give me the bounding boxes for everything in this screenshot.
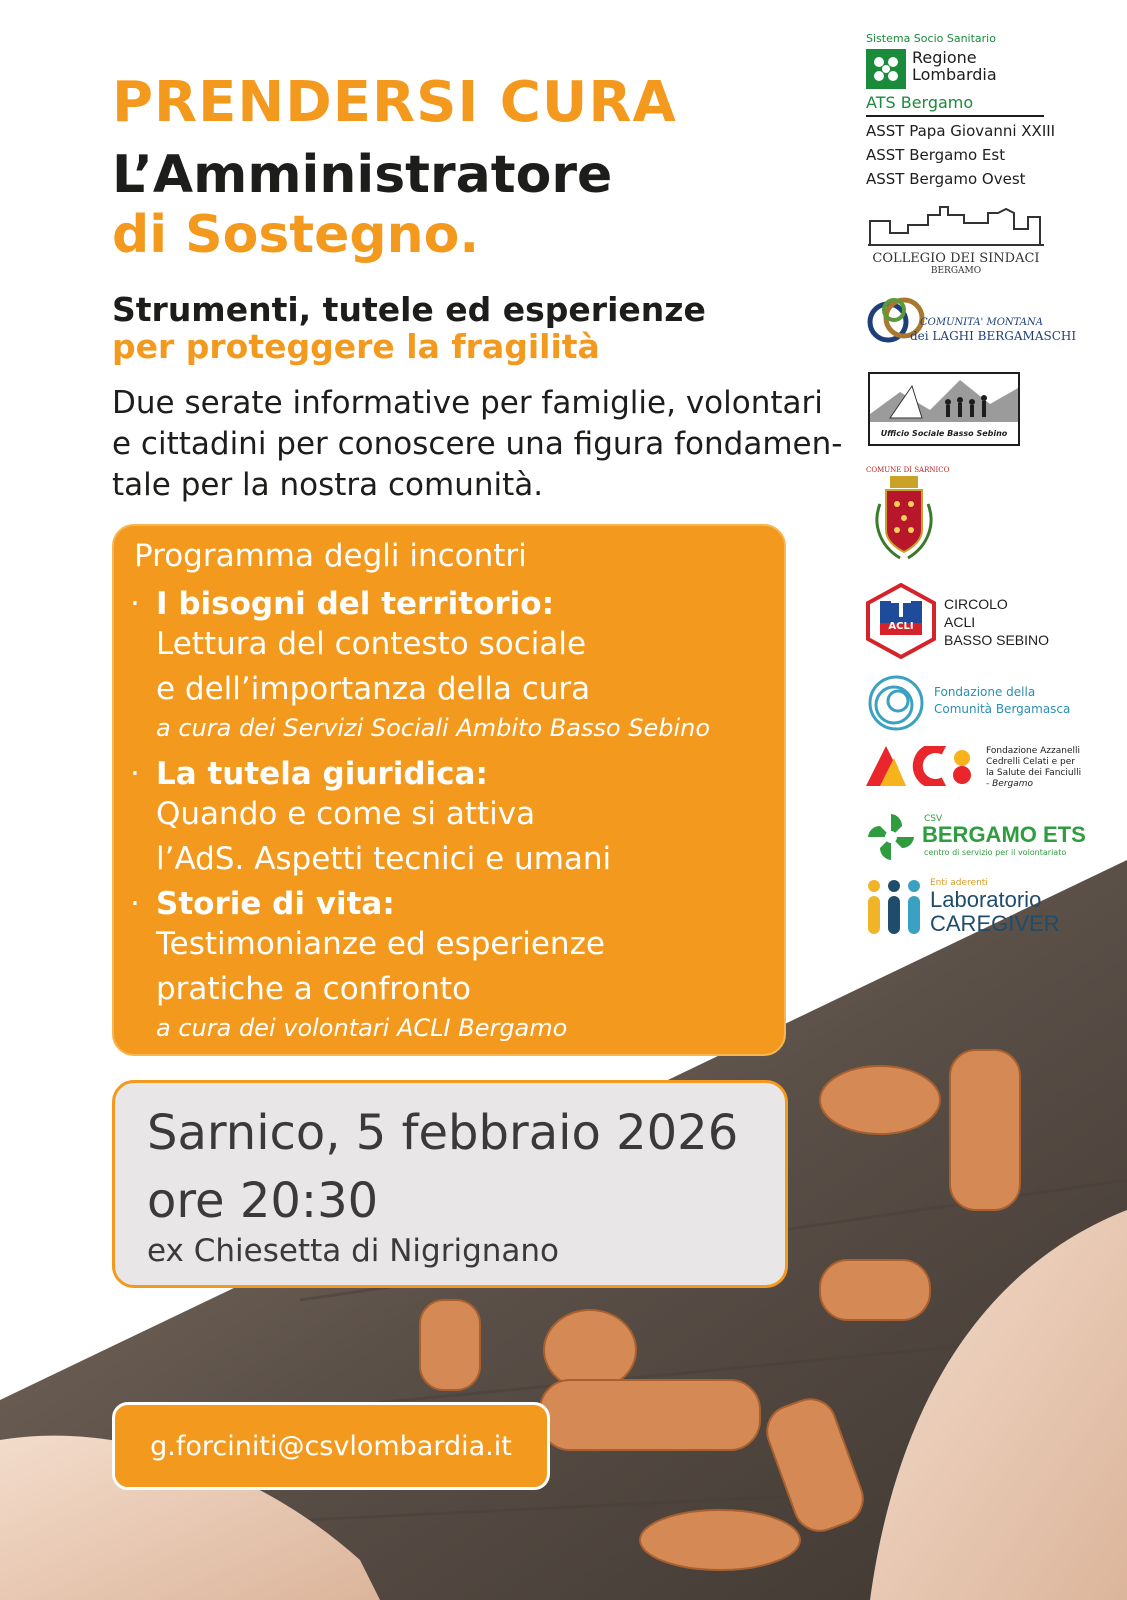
swirl-icon	[864, 672, 928, 734]
caregiver-pre: Enti aderenti	[930, 878, 988, 888]
mountains-people-icon	[870, 374, 1018, 422]
azzanelli-line: Fondazione Azzanelli	[986, 746, 1080, 756]
caregiver-line: Laboratorio	[930, 887, 1042, 912]
intro-paragraph	[112, 383, 843, 506]
csv-bergamo-logo	[866, 812, 1096, 864]
regione-lombardia-logo	[866, 32, 1076, 191]
event-date: Sarnico, 5 febbraio 2026	[147, 1105, 739, 1161]
intro-line: tale per la nostra comunità.	[112, 467, 544, 503]
ufficio-sociale-logo	[868, 372, 1020, 446]
program-item-tutela	[130, 756, 611, 882]
acli-line: CIRCOLO	[944, 596, 1008, 612]
program-item-credit: a cura dei volontari ACLI Bergamo	[156, 1014, 568, 1042]
caregiver-dots-icon	[866, 878, 924, 936]
intro-line: e cittadini per conoscere una figura fondamen-	[112, 426, 843, 462]
event-time: ore 20:30	[147, 1173, 379, 1229]
fondazione-line: Comunità Bergamasca	[934, 702, 1071, 716]
bullet: ·	[130, 756, 140, 792]
program-title: Programma degli incontri	[134, 538, 527, 574]
acli-line: ACLI	[944, 614, 976, 630]
program-item-credit: a cura dei Servizi Sociali Ambito Basso Sebino	[156, 714, 711, 742]
collegio-name: COLLEGIO DEI SINDACI	[872, 251, 1040, 266]
acli-line: BASSO SEBINO	[944, 632, 1050, 648]
comunita-montana-line1: COMUNITA' MONTANA	[920, 317, 1043, 328]
comunita-montana-line2: dei LAGHI BERGAMASCHI	[910, 329, 1077, 343]
intro-line: Due serate informative per famiglie, volontari	[112, 385, 823, 421]
regione-cross-icon	[866, 49, 906, 89]
title-prendersi-cura: PRENDERSI CURA	[112, 70, 677, 135]
bullet: ·	[130, 586, 140, 622]
fondazione-bergamasca-logo	[864, 672, 1094, 734]
csv-tagline: centro di servizio per il volontariato	[924, 848, 1067, 857]
event-box	[112, 1080, 788, 1288]
contact-email[interactable]: g.forciniti@csvlombardia.it	[112, 1402, 550, 1490]
program-item-bisogni	[130, 586, 710, 744]
fondazione-line: Fondazione della	[934, 685, 1036, 699]
csv-prefix: CSV	[924, 814, 943, 824]
ufficio-name: Ufficio Sociale Basso Sebino	[880, 429, 1008, 438]
program-item-storie	[130, 886, 605, 1044]
program-item-line: Testimonianze ed esperienze	[156, 926, 605, 962]
regione-name: Regione	[912, 48, 977, 67]
subtitle-fragilita: per proteggere la fragilità	[112, 327, 600, 366]
asst-label: ASST Papa Giovanni XXIII	[866, 122, 1056, 140]
program-item-line: Quando e come si attiva	[156, 796, 536, 832]
coat-of-arms-icon	[866, 474, 942, 564]
event-place: ex Chiesetta di Nigrignano	[147, 1233, 560, 1269]
comune-sarnico-logo	[866, 466, 950, 566]
bullet: ·	[130, 886, 140, 922]
sistema-label: Sistema Socio Sanitario	[866, 32, 996, 45]
collegio-city: BERGAMO	[930, 266, 982, 276]
asst-label: ASST Bergamo Est	[866, 146, 1006, 164]
title-amministratore: L’Amministratore	[112, 145, 613, 205]
acli-circolo-logo	[866, 583, 1066, 659]
caregiver-line: CAREGIVER	[930, 911, 1060, 936]
program-item-line: pratiche a confronto	[156, 971, 472, 1007]
program-box	[112, 524, 786, 1056]
regione-name: Lombardia	[912, 65, 997, 84]
azzanelli-line: Cedrelli Celati e per	[986, 757, 1076, 767]
azzanelli-line: - Bergamo	[986, 779, 1034, 789]
laboratorio-caregiver-logo	[866, 878, 1076, 940]
skyline-icon	[868, 205, 1044, 247]
subtitle-strumenti: Strumenti, tutele ed esperienze	[112, 290, 706, 329]
program-item-heading: La tutela giuridica:	[156, 756, 488, 792]
azzanelli-line: la Salute dei Fanciulli	[986, 768, 1082, 778]
program-item-heading: I bisogni del territorio:	[156, 586, 554, 622]
collegio-sindaci-logo	[866, 205, 1046, 276]
program-item-heading: Storie di vita:	[156, 886, 395, 922]
program-item-line: l’AdS. Aspetti tecnici e umani	[156, 841, 612, 877]
program-item-line: Lettura del contesto sociale	[156, 626, 587, 662]
acli-badge: ACLI	[888, 621, 914, 632]
acb-mark-icon	[866, 746, 974, 786]
program-item-line: e dell’importanza della cura	[156, 671, 591, 707]
csv-name: BERGAMO ETS	[922, 822, 1086, 847]
fondazione-azzanelli-logo	[866, 746, 1086, 790]
comunita-montana-icon	[866, 292, 926, 352]
comunita-montana-logo	[866, 292, 1086, 352]
ats-label: ATS Bergamo	[866, 93, 1044, 117]
title-di-sostegno: di Sostegno.	[112, 205, 480, 265]
comune-name: COMUNE DI SARNICO	[866, 466, 950, 474]
csv-flower-icon	[866, 812, 916, 862]
asst-label: ASST Bergamo Ovest	[866, 170, 1026, 188]
